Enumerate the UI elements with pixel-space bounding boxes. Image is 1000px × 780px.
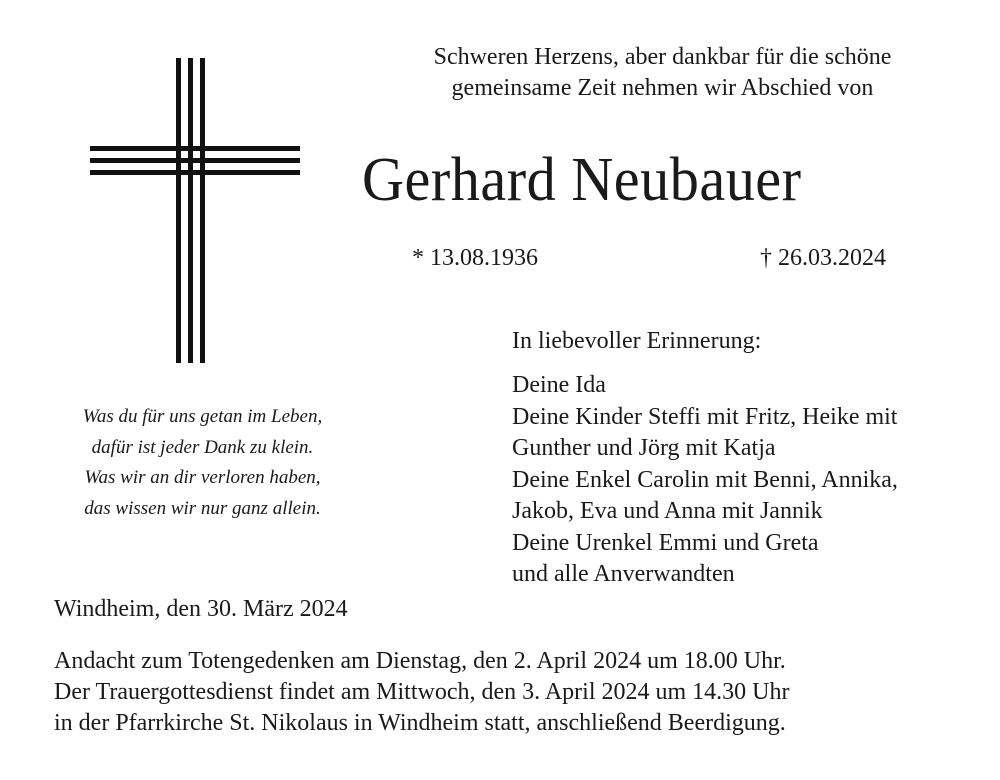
family-line: Deine Enkel Carolin mit Benni, Annika, (512, 466, 898, 493)
cross-icon (90, 58, 300, 363)
verse-line: das wissen wir nur ganz allein. (84, 497, 321, 519)
verse-line: dafür ist jeder Dank zu klein. (91, 436, 314, 458)
birth-date: * 13.08.1936 (412, 245, 538, 271)
family-line: Gunther und Jörg mit Katja (512, 435, 776, 461)
intro-text (380, 42, 945, 104)
family-line: Deine Ida (512, 372, 606, 398)
deceased-name: Gerhard Neubauer (362, 146, 802, 214)
family-line: Jakob, Eva und Anna mit Jannik (512, 498, 823, 524)
family-line: Deine Urenkel Emmi und Greta (512, 529, 819, 556)
service-line: in der Pfarrkirche St. Nikolaus in Windheim statt, anschließend Beerdigung. (54, 710, 786, 736)
service-info (54, 646, 789, 739)
family-line: Deine Kinder Steffi mit Fritz, Heike mit (512, 403, 898, 430)
death-date: † 26.03.2024 (760, 245, 886, 271)
family-list (512, 370, 898, 591)
verse-line: Was du für uns getan im Leben, (82, 406, 323, 427)
place-date: Windheim, den 30. März 2024 (54, 596, 348, 622)
verse-line: Was wir an dir verloren haben, (84, 467, 321, 488)
intro-line: Schweren Herzens, aber dankbar für die schöne (433, 44, 892, 70)
service-line: Andacht zum Totengedenken am Dienstag, den 2. April 2024 um 18.00 Uhr. (54, 648, 786, 674)
intro-line: gemeinsame Zeit nehmen wir Abschied von (451, 75, 874, 101)
service-line: Der Trauergottesdienst findet am Mittwoch, den 3. April 2024 um 14.30 Uhr (54, 679, 790, 705)
memorial-verse (40, 402, 365, 524)
remembrance-heading: In liebevoller Erinnerung: (512, 328, 762, 354)
family-line: und alle Anverwandten (512, 561, 735, 587)
